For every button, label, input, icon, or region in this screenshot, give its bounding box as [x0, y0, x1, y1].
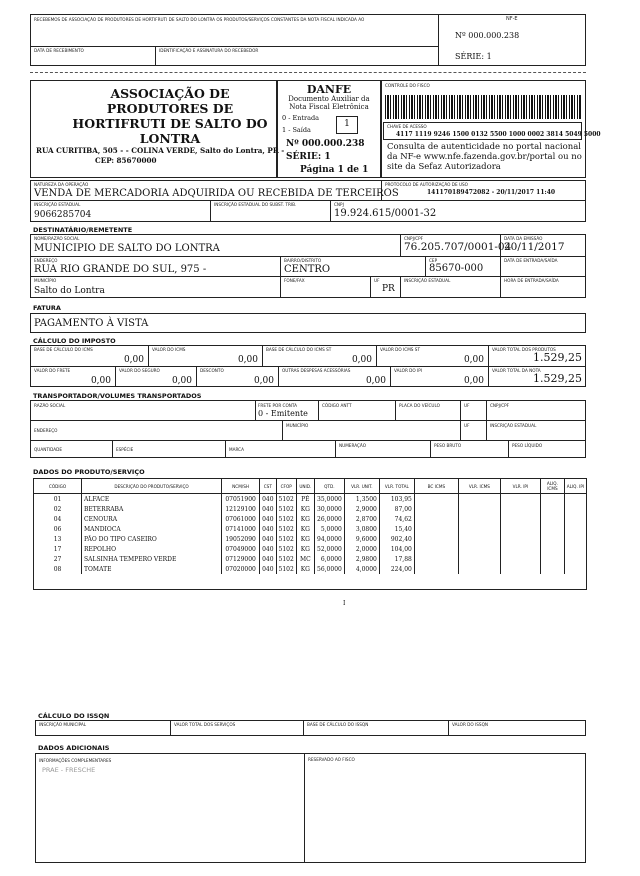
products-table: [33, 478, 587, 574]
product-cell: 15,40: [379, 524, 414, 534]
product-cell: 07049000: [222, 544, 260, 554]
tax-value-icms-st: 0,00: [463, 355, 484, 365]
product-cell: [458, 554, 500, 564]
danfe-title: DANFE: [306, 83, 352, 96]
products-header-row: [34, 479, 587, 494]
tax-section: CÁLCULO DO IMPOSTO: [33, 337, 116, 345]
product-cell: 5102: [276, 504, 296, 514]
tax-label-freight: VALOR DO FRETE: [34, 368, 71, 373]
tax-label-insurance: VALOR DO SEGURO: [119, 368, 160, 373]
recipient-cep: 85670-000: [429, 263, 484, 274]
additional-box: [35, 753, 586, 863]
product-cell: [414, 544, 458, 554]
product-cell: 2,9000: [344, 504, 379, 514]
recipient-city: Salto do Lontra: [34, 286, 105, 296]
product-cell: [564, 534, 586, 544]
product-cell: 13: [34, 534, 82, 544]
transport-uf-label: UF: [464, 403, 470, 408]
emitter-name: ASSOCIAÇÃO DE PRODUTORES DE HORTIFRUTI DE SALTO DO LONTRA: [72, 86, 268, 146]
product-cell: [500, 514, 540, 524]
product-cell: 5,0000: [314, 524, 344, 534]
tax-label-total-note: VALOR TOTAL DA NOTA: [492, 368, 541, 373]
receipt-stub-text: RECEBEMOS DE ASSOCIAÇÃO DE PRODUTORES DE HORTIFRUTI DE SALTO DO LONTRA OS PRODUTOS/SERVIÇOS CONSTANTES DA NOTA FISCAL INDICADA AO: [34, 17, 365, 22]
header-code: CÓDIGO: [34, 479, 82, 494]
product-cell: [458, 534, 500, 544]
product-cell: MC: [296, 554, 314, 564]
product-cell: BETERRABA: [82, 504, 222, 514]
recipient-address-label: ENDEREÇO: [34, 258, 58, 263]
product-cell: 56,0000: [314, 564, 344, 574]
product-cell: 224,00: [379, 564, 414, 574]
product-cell: 87,00: [379, 504, 414, 514]
product-cell: 040: [260, 534, 276, 544]
product-cell: 01: [34, 494, 82, 505]
district-label: BAIRRO/DISTRITO: [284, 258, 322, 263]
product-cell: 5102: [276, 544, 296, 554]
product-cell: 040: [260, 514, 276, 524]
receipt-number: Nº 000.000.238: [455, 31, 520, 40]
product-cell: KG: [296, 564, 314, 574]
header-unit: UNID.: [296, 479, 314, 494]
protocol-value: 141170189472082 - 20/11/2017 11:40: [427, 189, 556, 196]
cnpj-value: 19.924.615/0001-32: [334, 208, 437, 219]
product-cell: 104,00: [379, 544, 414, 554]
product-cell: 12129100: [222, 504, 260, 514]
product-cell: CENOURA: [82, 514, 222, 524]
product-cell: [414, 564, 458, 574]
product-cell: [414, 514, 458, 524]
tax-value-total-note: 1.529,25: [533, 372, 582, 385]
product-cell: 040: [260, 494, 276, 505]
issqn-municipal-label: INSCRIÇÃO MUNICIPAL: [39, 722, 87, 727]
product-cell: [564, 554, 586, 564]
tax-value-bc-icms: 0,00: [123, 355, 144, 365]
transport-name-label: RAZÃO SOCIAL: [34, 403, 66, 408]
product-cell: TOMATE: [82, 564, 222, 574]
product-cell: PÃO DO TIPO CASEIRO: [82, 534, 222, 544]
nature-label: NATUREZA DA OPERAÇÃO: [34, 182, 89, 187]
product-cell: ALFACE: [82, 494, 222, 505]
danfe-saida: 1 - Saída: [282, 126, 311, 134]
district-value: CENTRO: [284, 264, 331, 275]
product-cell: [500, 494, 540, 505]
product-cell: [540, 504, 564, 514]
product-cell: 5102: [276, 534, 296, 544]
product-cell: 2,8700: [344, 514, 379, 524]
transport-ie-label: INSCRIÇÃO ESTADUAL: [490, 423, 537, 428]
header-ncm: NCM/SH: [222, 479, 260, 494]
product-cell: KG: [296, 504, 314, 514]
tax-value-bc-icms-st: 0,00: [351, 355, 372, 365]
header-aliq-ipi: ALIQ. IPI: [564, 479, 586, 494]
product-cell: [414, 554, 458, 564]
danfe-series: SÉRIE: 1: [286, 152, 331, 162]
product-cell: [500, 504, 540, 514]
ie-st-label: INSCRIÇÃO ESTADUAL DO SUBST. TRIB.: [214, 202, 297, 207]
product-cell: 5102: [276, 564, 296, 574]
product-cell: KG: [296, 534, 314, 544]
header-unit-value: VLR. UNIT.: [344, 479, 379, 494]
kind-label: ESPÉCIE: [116, 447, 134, 452]
product-cell: 17: [34, 544, 82, 554]
tax-value-ipi: 0,00: [463, 376, 484, 386]
product-cell: [458, 494, 500, 505]
ie-value: 9066285704: [34, 210, 92, 220]
product-cell: [540, 544, 564, 554]
danfe-subtitle: Documento Auxiliar da Nota Fiscal Eletrônica: [288, 95, 370, 111]
product-cell: 08: [34, 564, 82, 574]
product-row: [34, 564, 587, 574]
product-cell: 07141000: [222, 524, 260, 534]
product-cell: 02: [34, 504, 82, 514]
protocol-label: PROTOCOLO DE AUTORIZAÇÃO DE USO: [385, 182, 468, 187]
product-row: [34, 554, 587, 564]
product-cell: 103,95: [379, 494, 414, 505]
recipient-city-label: MUNICÍPIO: [34, 278, 57, 283]
invoice-value: PAGAMENTO À VISTA: [34, 318, 149, 329]
header-cfop: CFOP: [276, 479, 296, 494]
product-cell: [564, 564, 586, 574]
phone-label: FONE/FAX: [284, 278, 305, 283]
tax-label-icms: VALOR DO ICMS: [152, 347, 186, 352]
product-cell: PÉ: [296, 494, 314, 505]
antt-label: CÓDIGO ANTT: [322, 403, 352, 408]
ie-label: INSCRIÇÃO ESTADUAL: [34, 202, 81, 207]
product-cell: 17,88: [379, 554, 414, 564]
product-cell: [414, 524, 458, 534]
product-cell: 2,0000: [344, 544, 379, 554]
plate-label: PLACA DO VEÍCULO: [399, 403, 440, 408]
danfe-entrada: 0 - Entrada: [282, 114, 320, 122]
tax-label-bc-icms: BASE DE CÁLCULO DO ICMS: [34, 347, 93, 352]
operation-box: [30, 180, 586, 222]
header-total-value: VLR. TOTAL: [379, 479, 414, 494]
brand-label: MARCA: [229, 447, 244, 452]
tax-value-icms: 0,00: [237, 355, 258, 365]
recipient-cep-label: CEP: [429, 258, 438, 263]
product-cell: [564, 544, 586, 554]
transport-cnpj-label: CNPJ/CPF: [490, 403, 510, 408]
product-cell: MANDIOCA: [82, 524, 222, 534]
tax-value-other: 0,00: [365, 376, 386, 386]
product-row: [34, 524, 587, 534]
product-cell: 26,0000: [314, 514, 344, 524]
product-cell: 07020000: [222, 564, 260, 574]
product-cell: SALSINHA TEMPERO VERDE: [82, 554, 222, 564]
net-weight-label: PESO LÍQUIDO: [512, 443, 543, 448]
product-cell: [458, 514, 500, 524]
product-cell: [540, 514, 564, 524]
tax-label-other: OUTRAS DESPESAS ACESSÓRIAS: [282, 368, 351, 373]
product-cell: 74,62: [379, 514, 414, 524]
access-key-label: CHAVE DE ACESSO: [387, 124, 427, 129]
product-cell: 06: [34, 524, 82, 534]
tax-value-discount: 0,00: [253, 376, 274, 386]
product-cell: 52,0000: [314, 544, 344, 554]
emission-label: DATA DA EMISSÃO: [504, 236, 543, 241]
recipient-name: MUNICIPIO DE SALTO DO LONTRA: [34, 243, 220, 254]
header-icms-value: VLR. ICMS: [458, 479, 500, 494]
header-aliq-icms: ALIQ. ICMS: [540, 479, 564, 494]
recipient-address: RUA RIO GRANDE DO SUL, 975 -: [34, 264, 207, 275]
product-cell: 27: [34, 554, 82, 564]
barcode: [385, 95, 581, 119]
product-cell: 94,0000: [314, 534, 344, 544]
product-cell: [540, 534, 564, 544]
product-cell: 4,0000: [344, 564, 379, 574]
header-bc-icms: BC ICMS: [414, 479, 458, 494]
product-cell: [500, 524, 540, 534]
gross-weight-label: PESO BRUTO: [434, 443, 462, 448]
emission-value: 20/11/2017: [504, 241, 565, 253]
danfe-type-value: 1: [344, 119, 350, 129]
tax-label-icms-st: VALOR DO ICMS ST: [380, 347, 421, 352]
issqn-section: CÁLCULO DO ISSQN: [38, 712, 110, 720]
tax-value-insurance: 0,00: [171, 376, 192, 386]
product-cell: 040: [260, 544, 276, 554]
receipt-series: SÉRIE: 1: [455, 52, 492, 61]
product-cell: 1,3500: [344, 494, 379, 505]
product-cell: 19052090: [222, 534, 260, 544]
product-cell: [564, 504, 586, 514]
product-cell: 040: [260, 524, 276, 534]
cut-line: [30, 72, 586, 73]
recipient-name-label: NOME/RAZÃO SOCIAL: [34, 236, 80, 241]
product-cell: [564, 524, 586, 534]
fisco-control-label: CONTROLE DO FISCO: [385, 83, 430, 88]
tax-label-total-products: VALOR TOTAL DOS PRODUTOS: [492, 347, 556, 352]
complementary-info: PRAE - FRESCHE: [42, 766, 96, 774]
transport-uf-label-2: UF: [464, 423, 470, 428]
product-cell: KG: [296, 524, 314, 534]
transport-box: [30, 400, 586, 458]
product-row: [34, 534, 587, 544]
freight-label: FRETE POR CONTA: [258, 403, 298, 408]
product-cell: 30,0000: [314, 504, 344, 514]
product-cell: KG: [296, 514, 314, 524]
header-qty: QTD.: [314, 479, 344, 494]
fisco-reserved-label: RESERVADO AO FISCO: [308, 757, 355, 762]
exit-date-label: DATA DE ENTRADA/SAÍDA: [504, 258, 558, 263]
product-cell: [500, 564, 540, 574]
transport-section: TRANSPORTADOR/VOLUMES TRANSPORTADOS: [33, 392, 202, 400]
numbering-label: NUMERAÇÃO: [339, 443, 366, 448]
product-cell: [500, 544, 540, 554]
product-cell: [564, 494, 586, 505]
product-cell: [540, 564, 564, 574]
recipient-uf-label: UF: [374, 278, 380, 283]
issqn-value-label: VALOR DO ISSQN: [452, 722, 489, 727]
product-cell: [564, 514, 586, 524]
recipient-cnpj: 76.205.707/0001-04: [404, 241, 512, 253]
product-cell: [540, 554, 564, 564]
exit-time-label: HORA DE ENTRADA/SAÍDA: [504, 278, 559, 283]
product-cell: 040: [260, 504, 276, 514]
product-cell: 5102: [276, 494, 296, 505]
product-cell: 040: [260, 564, 276, 574]
product-cell: [458, 564, 500, 574]
transport-address-label: ENDEREÇO: [34, 428, 58, 433]
product-cell: KG: [296, 544, 314, 554]
recipient-section: DESTINATÁRIO/REMETENTE: [33, 226, 133, 234]
product-cell: 5102: [276, 554, 296, 564]
product-cell: [414, 494, 458, 505]
recipient-uf: PR: [382, 284, 395, 294]
product-cell: 3,0800: [344, 524, 379, 534]
issqn-base-label: BASE DE CÁLCULO DO ISSQN: [307, 722, 369, 727]
product-row: [34, 544, 587, 554]
tax-label-bc-icms-st: BASE DE CÁLCULO DO ICMS ST: [266, 347, 332, 352]
issqn-services-label: VALOR TOTAL DOS SERVIÇOS: [174, 722, 236, 727]
product-cell: [458, 524, 500, 534]
product-cell: [540, 494, 564, 505]
header-description: DESCRIÇÃO DO PRODUTO/SERVIÇO: [82, 479, 222, 494]
product-row: [34, 494, 587, 505]
tax-value-freight: 0,00: [90, 376, 111, 386]
recipient-cnpj-label: CNPJ/CPF: [404, 236, 424, 241]
product-cell: 2,9800: [344, 554, 379, 564]
product-cell: [458, 504, 500, 514]
product-cell: 902,40: [379, 534, 414, 544]
product-cell: 07061000: [222, 514, 260, 524]
tax-label-ipi: VALOR DO IPI: [394, 368, 423, 373]
header-cst: CST: [260, 479, 276, 494]
invoice-section: FATURA: [33, 304, 61, 312]
recipient-ie-label: INSCRIÇÃO ESTADUAL: [404, 278, 451, 283]
tax-value-total-products: 1.529,25: [533, 351, 582, 364]
danfe-number: Nº 000.000.238: [286, 139, 365, 149]
danfe-page: Página 1 de 1: [300, 165, 369, 175]
product-cell: REPOLHO: [82, 544, 222, 554]
product-cell: 9,6000: [344, 534, 379, 544]
consult-text: Consulta de autenticidade no portal nacional da NF-e www.nfe.fazenda.gov.br/portal ou no site da Sefaz Autorizadora: [387, 142, 582, 172]
product-cell: [500, 554, 540, 564]
product-cell: [458, 544, 500, 554]
products-section: DADOS DO PRODUTO/SERVIÇO: [33, 468, 145, 476]
emitter-address: RUA CURITIBA, 505 - - COLINA VERDE, Salto do Lontra, PR -: [36, 146, 285, 155]
receipt-nfe-label: NF-E: [506, 16, 518, 22]
cnpj-label: CNPJ: [334, 202, 344, 207]
access-key: 4117 1119 9246 1500 0132 5500 1000 0002 3814 5049 5000: [396, 131, 601, 138]
product-cell: [414, 504, 458, 514]
additional-section: DADOS ADICIONAIS: [38, 744, 110, 752]
tax-label-discount: DESCONTO: [200, 368, 224, 373]
product-cell: 040: [260, 554, 276, 564]
product-cell: 5102: [276, 514, 296, 524]
product-cell: 07129000: [222, 554, 260, 564]
freight-value: 0 - Emitente: [258, 409, 308, 418]
nature-value: VENDA DE MERCADORIA ADQUIRIDA OU RECEBIDA DE TERCEIROS: [34, 188, 399, 199]
complementary-info-label: INFORMAÇÕES COMPLEMENTARES: [39, 758, 112, 763]
page-mark: I: [343, 600, 346, 607]
receipt-signature-label: IDENTIFICAÇÃO E ASSINATURA DO RECEBEDOR: [159, 48, 259, 53]
product-cell: [500, 534, 540, 544]
product-cell: 07051900: [222, 494, 260, 505]
product-row: [34, 504, 587, 514]
product-cell: 5102: [276, 524, 296, 534]
header-ipi-value: VLR. IPI: [500, 479, 540, 494]
transport-city-label: MUNICÍPIO: [286, 423, 309, 428]
product-cell: [414, 534, 458, 544]
product-cell: 04: [34, 514, 82, 524]
product-cell: [540, 524, 564, 534]
qty-label: QUANTIDADE: [34, 447, 63, 452]
emitter-cep: CEP: 85670000: [95, 156, 157, 165]
product-cell: 35,0000: [314, 494, 344, 505]
product-row: [34, 514, 587, 524]
receipt-date-label: DATA DE RECEBIMENTO: [34, 48, 84, 53]
product-cell: 6,0000: [314, 554, 344, 564]
